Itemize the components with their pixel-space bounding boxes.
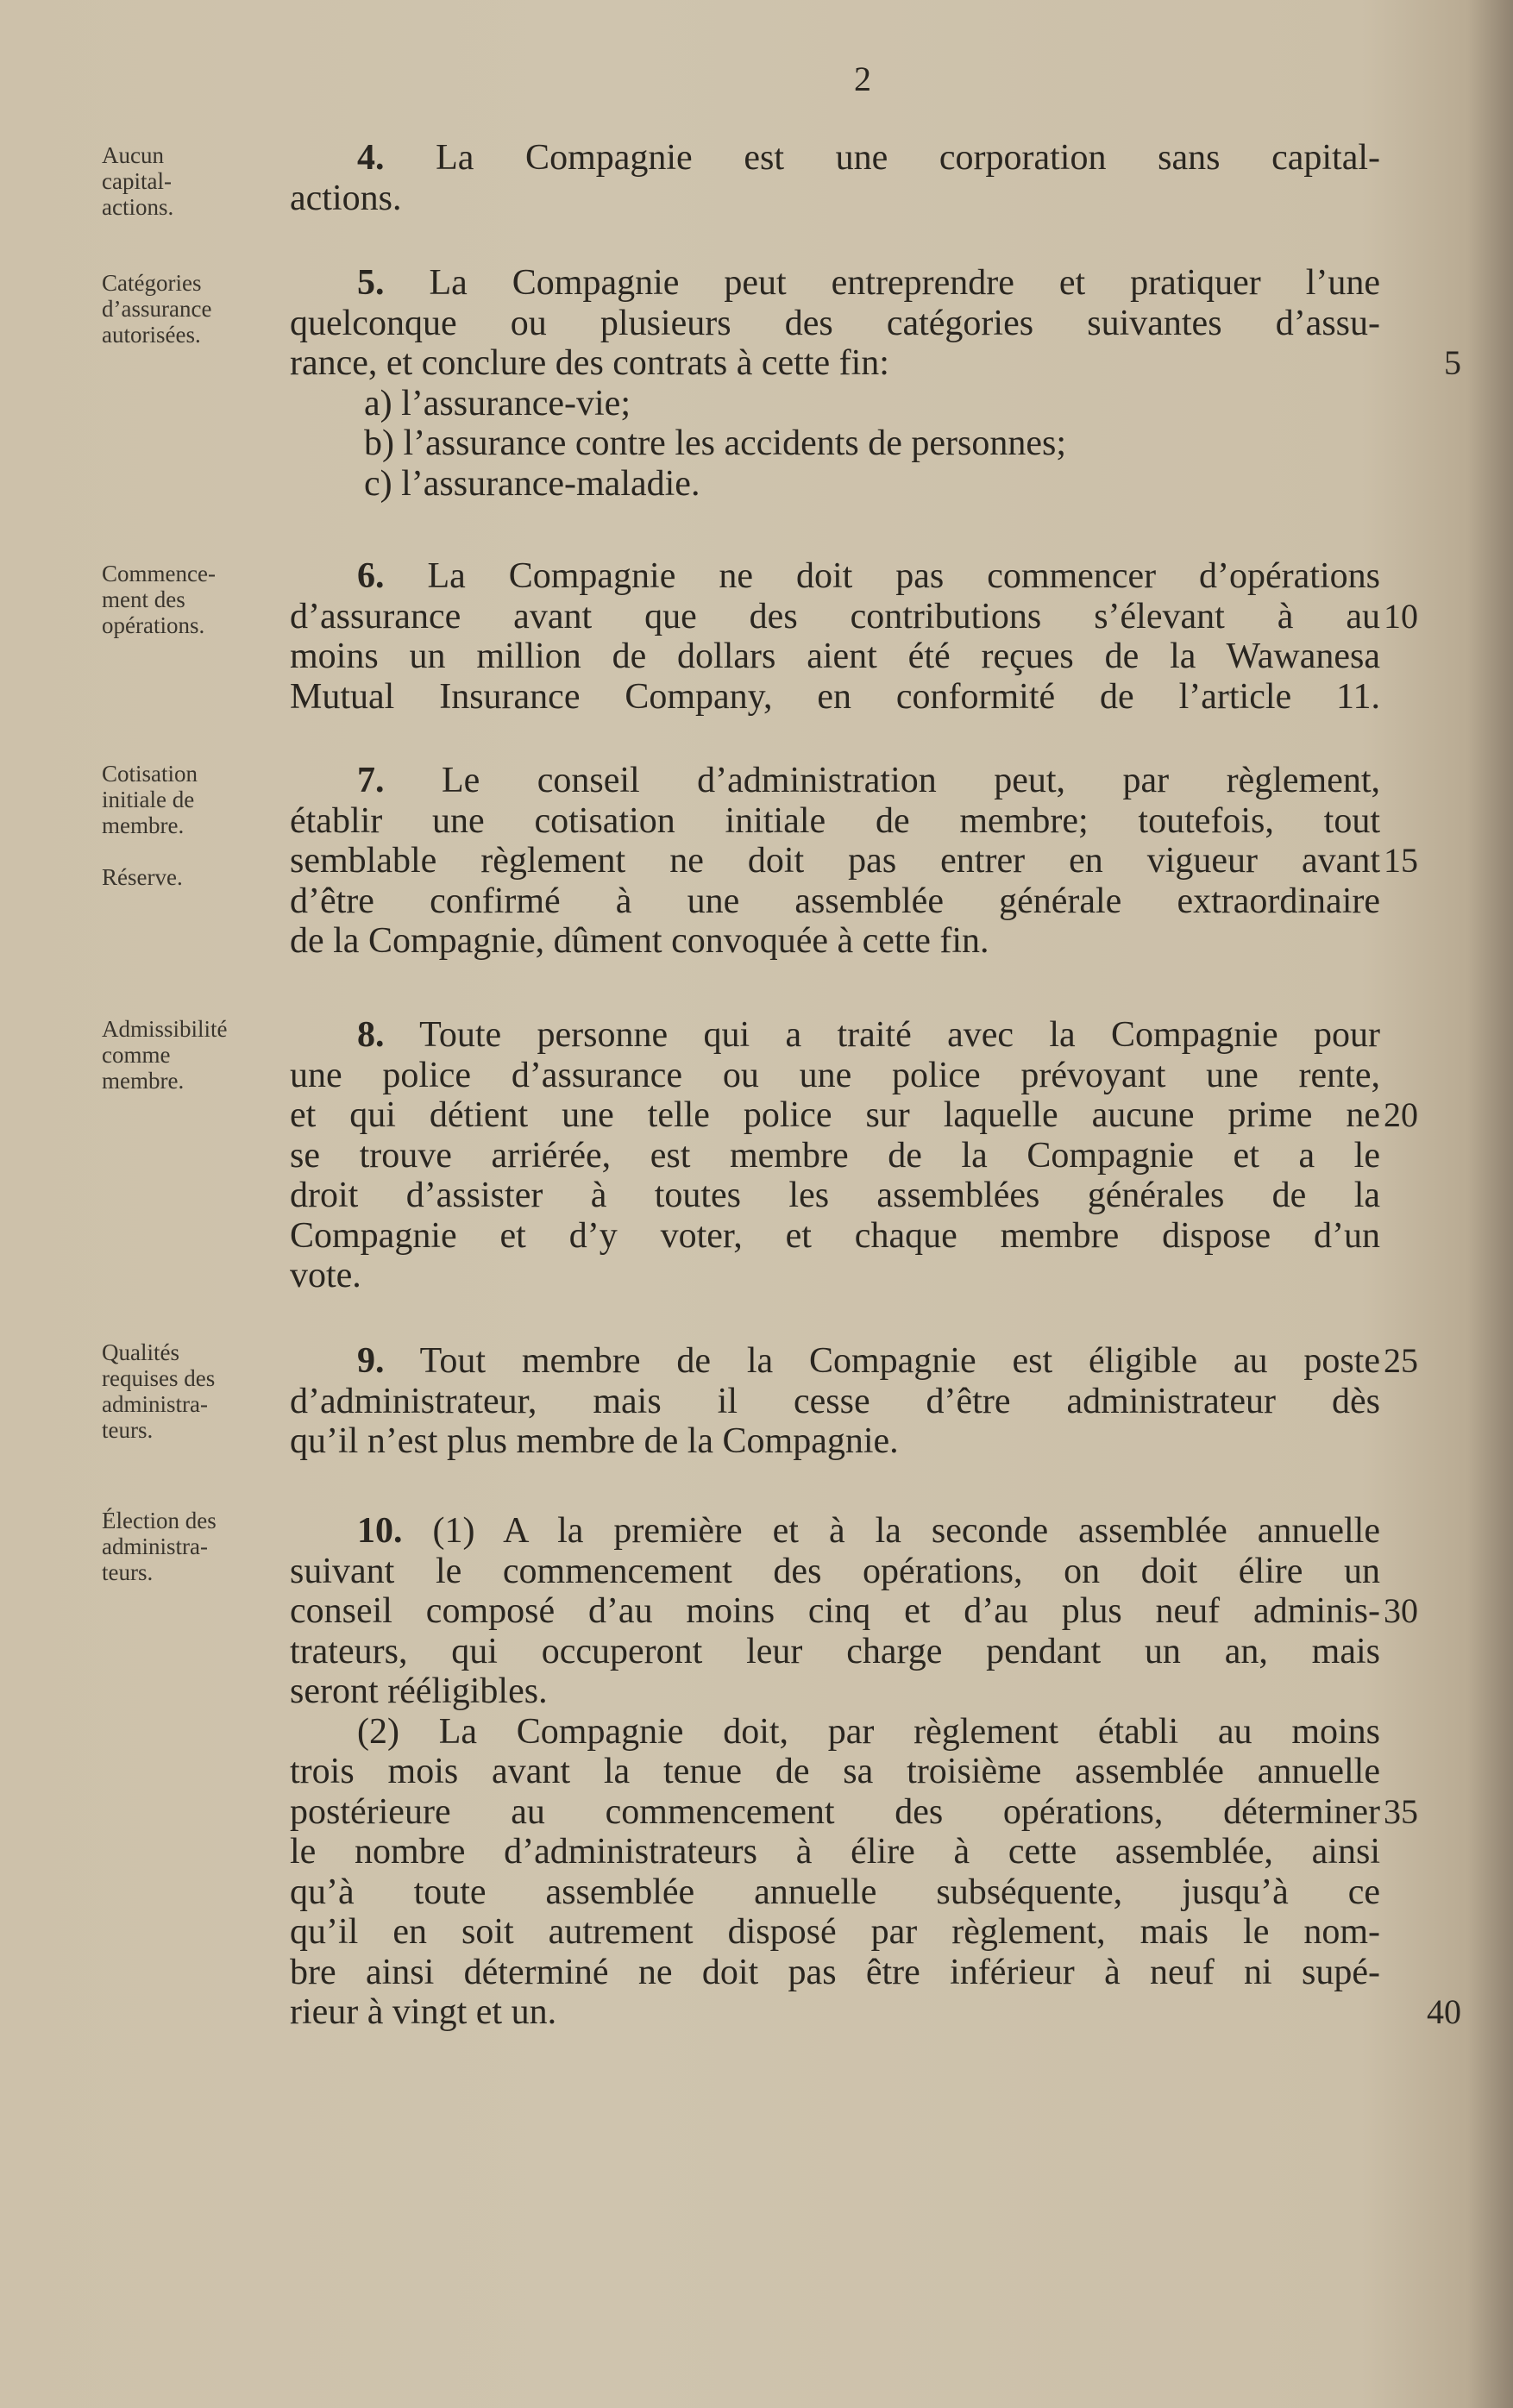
text-line (290, 1712, 1380, 1753)
line-text: de la Compagnie, dûment convoquée à cette fin. (290, 921, 989, 961)
text-line (290, 1872, 1380, 1913)
text-line (290, 1421, 1380, 1462)
line-text: b) l’assurance contre les accidents de personnes; (364, 423, 1066, 463)
margin-note-line: Catégories (102, 270, 202, 296)
text-line (290, 1511, 1380, 1552)
margin-note-line: d’assurance (102, 296, 212, 322)
section-number: 4. (357, 138, 385, 178)
text-line (290, 1591, 1418, 1632)
margin-note-line: capital- (102, 168, 172, 194)
line-text: Mutual Insurance Company, en conformité de l’article 11. (290, 676, 1380, 717)
margin-note-line: teurs. (102, 1559, 154, 1585)
page-number: 2 (854, 60, 871, 98)
section-body (290, 556, 1418, 717)
text-line (290, 1632, 1380, 1672)
text-line (290, 1056, 1380, 1096)
section-body (290, 1341, 1418, 1462)
line-text: bre ainsi déterminé ne doit pas être inférieur à neuf ni supé- (290, 1952, 1380, 1992)
text-line (290, 1752, 1380, 1792)
margin-note-line: requises des (102, 1365, 216, 1391)
text-line (290, 423, 1380, 464)
line-number: 5 (1444, 343, 1461, 382)
margin-note-line: ment des (102, 586, 185, 612)
line-text: rieur à vingt et un. (290, 1992, 557, 2032)
margin-note-line: Cotisation (102, 761, 198, 787)
margin-note-line: opérations. (102, 612, 205, 638)
line-number: 25 (1384, 1341, 1418, 1380)
section-number: 9. (357, 1341, 385, 1381)
line-text: se trouve arriérée, est membre de la Compagnie et a le (290, 1135, 1380, 1176)
text-line (290, 881, 1380, 922)
section-body (290, 761, 1418, 962)
text-line (290, 801, 1380, 842)
text-line (290, 921, 1380, 962)
margin-note-line: autorisées. (102, 322, 201, 348)
margin-note-line: Commence- (102, 561, 216, 586)
text-line (290, 761, 1380, 801)
margin-note-line: actions. (102, 194, 174, 220)
text-line (290, 1382, 1380, 1422)
margin-note (102, 561, 283, 638)
line-number: 40 (1427, 1992, 1461, 2031)
text-line (290, 1552, 1380, 1592)
text-line (290, 1256, 1380, 1296)
text-line (290, 138, 1380, 179)
margin-note-line: Réserve. (102, 864, 183, 890)
text-line (290, 1095, 1418, 1136)
text-line (290, 384, 1380, 424)
section-number: 8. (357, 1015, 385, 1055)
margin-note-line: membre. (102, 1068, 185, 1094)
text-line (290, 179, 1380, 219)
text-line (290, 841, 1418, 881)
line-text: d’assurance avant que des contributions s’élevant à au (290, 596, 1380, 636)
margin-note (102, 761, 283, 890)
text-line (290, 1015, 1380, 1056)
line-text: La Compagnie ne doit pas commencer d’opérations (384, 556, 1380, 596)
text-line (290, 1912, 1380, 1953)
margin-note-line: Admissibilité (102, 1016, 228, 1042)
text-line (290, 1216, 1380, 1257)
margin-note-line: administra- (102, 1391, 208, 1417)
line-number: 15 (1384, 841, 1418, 880)
text-line (290, 1791, 1418, 1833)
line-text: qu’il n’est plus membre de la Compagnie. (290, 1421, 899, 1461)
line-text: (2) La Compagnie doit, par règlement établi au moins (357, 1711, 1380, 1752)
text-line (290, 263, 1380, 304)
line-text: suivant le commencement des opérations, on doit élire un (290, 1551, 1380, 1591)
line-number: 20 (1384, 1095, 1418, 1134)
margin-note-line: Qualités (102, 1339, 179, 1365)
text-line (290, 1136, 1380, 1176)
margin-note (102, 1339, 283, 1443)
line-number: 10 (1384, 596, 1418, 636)
line-text: La Compagnie est une corporation sans capital- (384, 138, 1380, 178)
margin-note-line (102, 838, 283, 864)
margin-note-line: administra- (102, 1533, 208, 1559)
line-text: qu’il en soit autrement disposé par règlement, mais le nom- (290, 1912, 1380, 1952)
line-text: rance, et conclure des contrats à cette fin: (290, 343, 889, 383)
margin-note (102, 142, 283, 220)
margin-note-line: Aucun (102, 142, 164, 168)
text-line (290, 304, 1380, 344)
text-line (290, 1953, 1380, 1993)
line-text: conseil composé d’au moins cinq et d’au plus neuf adminis- (290, 1591, 1380, 1631)
line-text: vote. (290, 1256, 361, 1295)
margin-note-line: comme (102, 1042, 171, 1068)
line-text: d’être confirmé à une assemblée générale extraordinaire (290, 881, 1380, 921)
text-line (290, 636, 1380, 677)
margin-note (102, 270, 283, 348)
line-text: Le conseil d’administration peut, par règlement, (384, 761, 1380, 800)
section-body (290, 1015, 1418, 1296)
margin-note-line: membre. (102, 812, 185, 838)
line-text: qu’à toute assemblée annuelle subséquente, jusqu’à ce (290, 1872, 1380, 1912)
margin-note-line: teurs. (102, 1417, 154, 1443)
text-line (290, 1341, 1418, 1382)
text-line (290, 1671, 1380, 1712)
line-text: établir une cotisation initiale de membre; toutefois, tout (290, 800, 1380, 841)
margin-note (102, 1508, 283, 1585)
text-line (290, 596, 1418, 637)
text-line (290, 677, 1380, 718)
line-text: et qui détient une telle police sur laquelle aucune prime ne (290, 1095, 1380, 1135)
line-text: postérieure au commencement des opérations, déterminer (290, 1791, 1380, 1832)
line-number: 30 (1384, 1591, 1418, 1630)
line-text: a) l’assurance-vie; (364, 383, 631, 423)
line-text: moins un million de dollars aient été reçues de la Wawanesa (290, 636, 1380, 676)
line-text: Toute personne qui a traité avec la Compagnie pour (384, 1015, 1380, 1055)
line-text: c) l’assurance-maladie. (364, 463, 700, 504)
line-text: trateurs, qui occuperont leur charge pendant un an, mais (290, 1631, 1380, 1671)
line-text: semblable règlement ne doit pas entrer en vigueur avant (290, 841, 1380, 881)
line-number: 35 (1384, 1791, 1418, 1831)
text-line (290, 343, 1461, 384)
text-line (290, 1176, 1380, 1216)
line-text: quelconque ou plusieurs des catégories suivantes d’assu- (290, 303, 1380, 343)
section-number: 6. (357, 556, 385, 596)
line-text: Tout membre de la Compagnie est éligible au poste (384, 1341, 1380, 1381)
section-body (290, 1511, 1461, 2033)
section-number: 7. (357, 761, 385, 800)
line-text: Compagnie et d’y voter, et chaque membre dispose d’un (290, 1215, 1380, 1256)
line-text: La Compagnie peut entreprendre et pratiquer l’une (384, 263, 1380, 303)
section-body (290, 263, 1461, 504)
text-line (290, 556, 1380, 597)
margin-note-line: initiale de (102, 787, 195, 812)
section-number: 5. (357, 263, 385, 303)
section-number: 10. (357, 1511, 403, 1551)
line-text: seront rééligibles. (290, 1671, 548, 1711)
line-text: trois mois avant la tenue de sa troisième assemblée annuelle (290, 1752, 1380, 1791)
margin-note-line: Élection des (102, 1508, 217, 1533)
line-text: le nombre d’administrateurs à élire à cette assemblée, ainsi (290, 1832, 1380, 1872)
margin-note (102, 1016, 283, 1094)
line-text: actions. (290, 178, 402, 218)
text-line (290, 1992, 1461, 2033)
line-text: droit d’assister à toutes les assemblées générales de la (290, 1176, 1380, 1215)
line-text: une police d’assurance ou une police prévoyant une rente, (290, 1055, 1380, 1095)
line-text: (1) A la première et à la seconde assemblée annuelle (402, 1511, 1380, 1551)
section-body (290, 138, 1380, 218)
line-text: d’administrateur, mais il cesse d’être administrateur dès (290, 1381, 1380, 1421)
text-line (290, 1832, 1380, 1872)
text-line (290, 464, 1380, 505)
